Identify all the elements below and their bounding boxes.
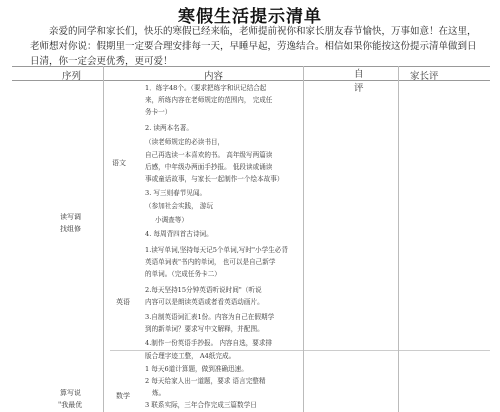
english-line-5: 内容可以是朗读英语或者看英语动画片。 bbox=[145, 298, 264, 306]
chinese-line-10: （参加社会实践， 游玩 bbox=[145, 202, 214, 210]
header-seq: 序列 bbox=[62, 71, 82, 82]
math-line-2: 2 每天给家人出一道题，要求 语言完整精 bbox=[145, 377, 266, 385]
page-title: 寒假生活提示清单 bbox=[178, 7, 322, 27]
category-english: 英语 bbox=[116, 298, 130, 306]
chinese-line-9: 3. 写三则春节见闻。 bbox=[145, 189, 207, 197]
english-line-3: 的单词。（完成任务卡二） bbox=[145, 270, 221, 278]
english-line-8: 4.制作一份英语手抄报。 内容自选，要求排 bbox=[145, 339, 273, 347]
chinese-line-2: 来，所练内容在老师规定的范围内， 完成任 bbox=[145, 96, 273, 104]
category-bottom-1: 算写说 bbox=[60, 389, 81, 397]
english-line-6: 3.自制英语词汇表1份。内容为自己在假期学 bbox=[145, 313, 275, 321]
english-line-9: 版合理字迹工整， A4纸完成。 bbox=[145, 352, 236, 360]
english-divider bbox=[110, 350, 490, 351]
category-chinese: 语文 bbox=[112, 159, 126, 167]
table-top-border bbox=[12, 66, 490, 67]
chinese-line-8: 事或童话故事，与家长一起制作一个绘本故事） bbox=[145, 175, 284, 183]
math-line-1: 1 每天6道计算题，做到准确迅速。 bbox=[145, 365, 248, 373]
col-divider-3 bbox=[398, 66, 399, 412]
category-reading-2: 找组修 bbox=[60, 225, 81, 233]
header-self-eval: 自评 bbox=[354, 69, 364, 94]
chinese-line-7: 后感，中年级办两面手抄报。 低段读或诵读 bbox=[145, 163, 273, 171]
english-line-1: 1.读写单词,坚持每天记5个单词,写时"小学生必背 bbox=[145, 246, 288, 254]
chinese-line-12: 4. 每周背四首古诗词。 bbox=[145, 230, 213, 238]
chinese-line-1: 1．练字48个。（要求把练字和识记结合起 bbox=[145, 84, 267, 92]
english-line-7: 到的新单词？要求写中文解释，并配图。 bbox=[145, 325, 264, 333]
math-line-4: 3 联系实际，三年合作完成三篇数学日 bbox=[145, 401, 257, 409]
english-line-2: 英语单词表"书内的单词， 也可以是自己新学 bbox=[145, 258, 276, 266]
category-bottom-2: "我最优 bbox=[58, 401, 83, 409]
chinese-line-4: 2. 读两本名著。 bbox=[145, 124, 193, 132]
col-divider-1 bbox=[103, 66, 104, 412]
chinese-line-5: （读老师规定的必读书目， bbox=[145, 138, 225, 146]
intro-paragraph: 亲爱的同学和家长们，快乐的寒假已经来临，老师提前祝你和家长朋友春节愉快，万事如意！在这里，老师想对你说：假期里一定要合理安排每一天，早睡早起，劳逸结合。相信如果你能按这份提示清单做到日日清，你一定会更优秀，更可爱！ bbox=[30, 26, 477, 67]
math-line-3: 炼。 bbox=[152, 389, 166, 397]
english-line-4: 2.每天坚持15分钟英语听说时间"（听说 bbox=[145, 286, 262, 294]
category-math: 数学 bbox=[116, 392, 130, 400]
header-parent-eval: 家长评 bbox=[410, 71, 439, 82]
category-reading-1: 读写调 bbox=[60, 213, 81, 221]
chinese-line-6: 自己再选读一本喜欢的书。 高年级写两篇读 bbox=[145, 151, 273, 159]
chinese-line-11: 小调查等） bbox=[155, 216, 188, 224]
header-content: 内容 bbox=[204, 71, 224, 82]
chinese-line-3: 务卡一） bbox=[145, 108, 172, 116]
col-divider-2 bbox=[303, 66, 304, 412]
